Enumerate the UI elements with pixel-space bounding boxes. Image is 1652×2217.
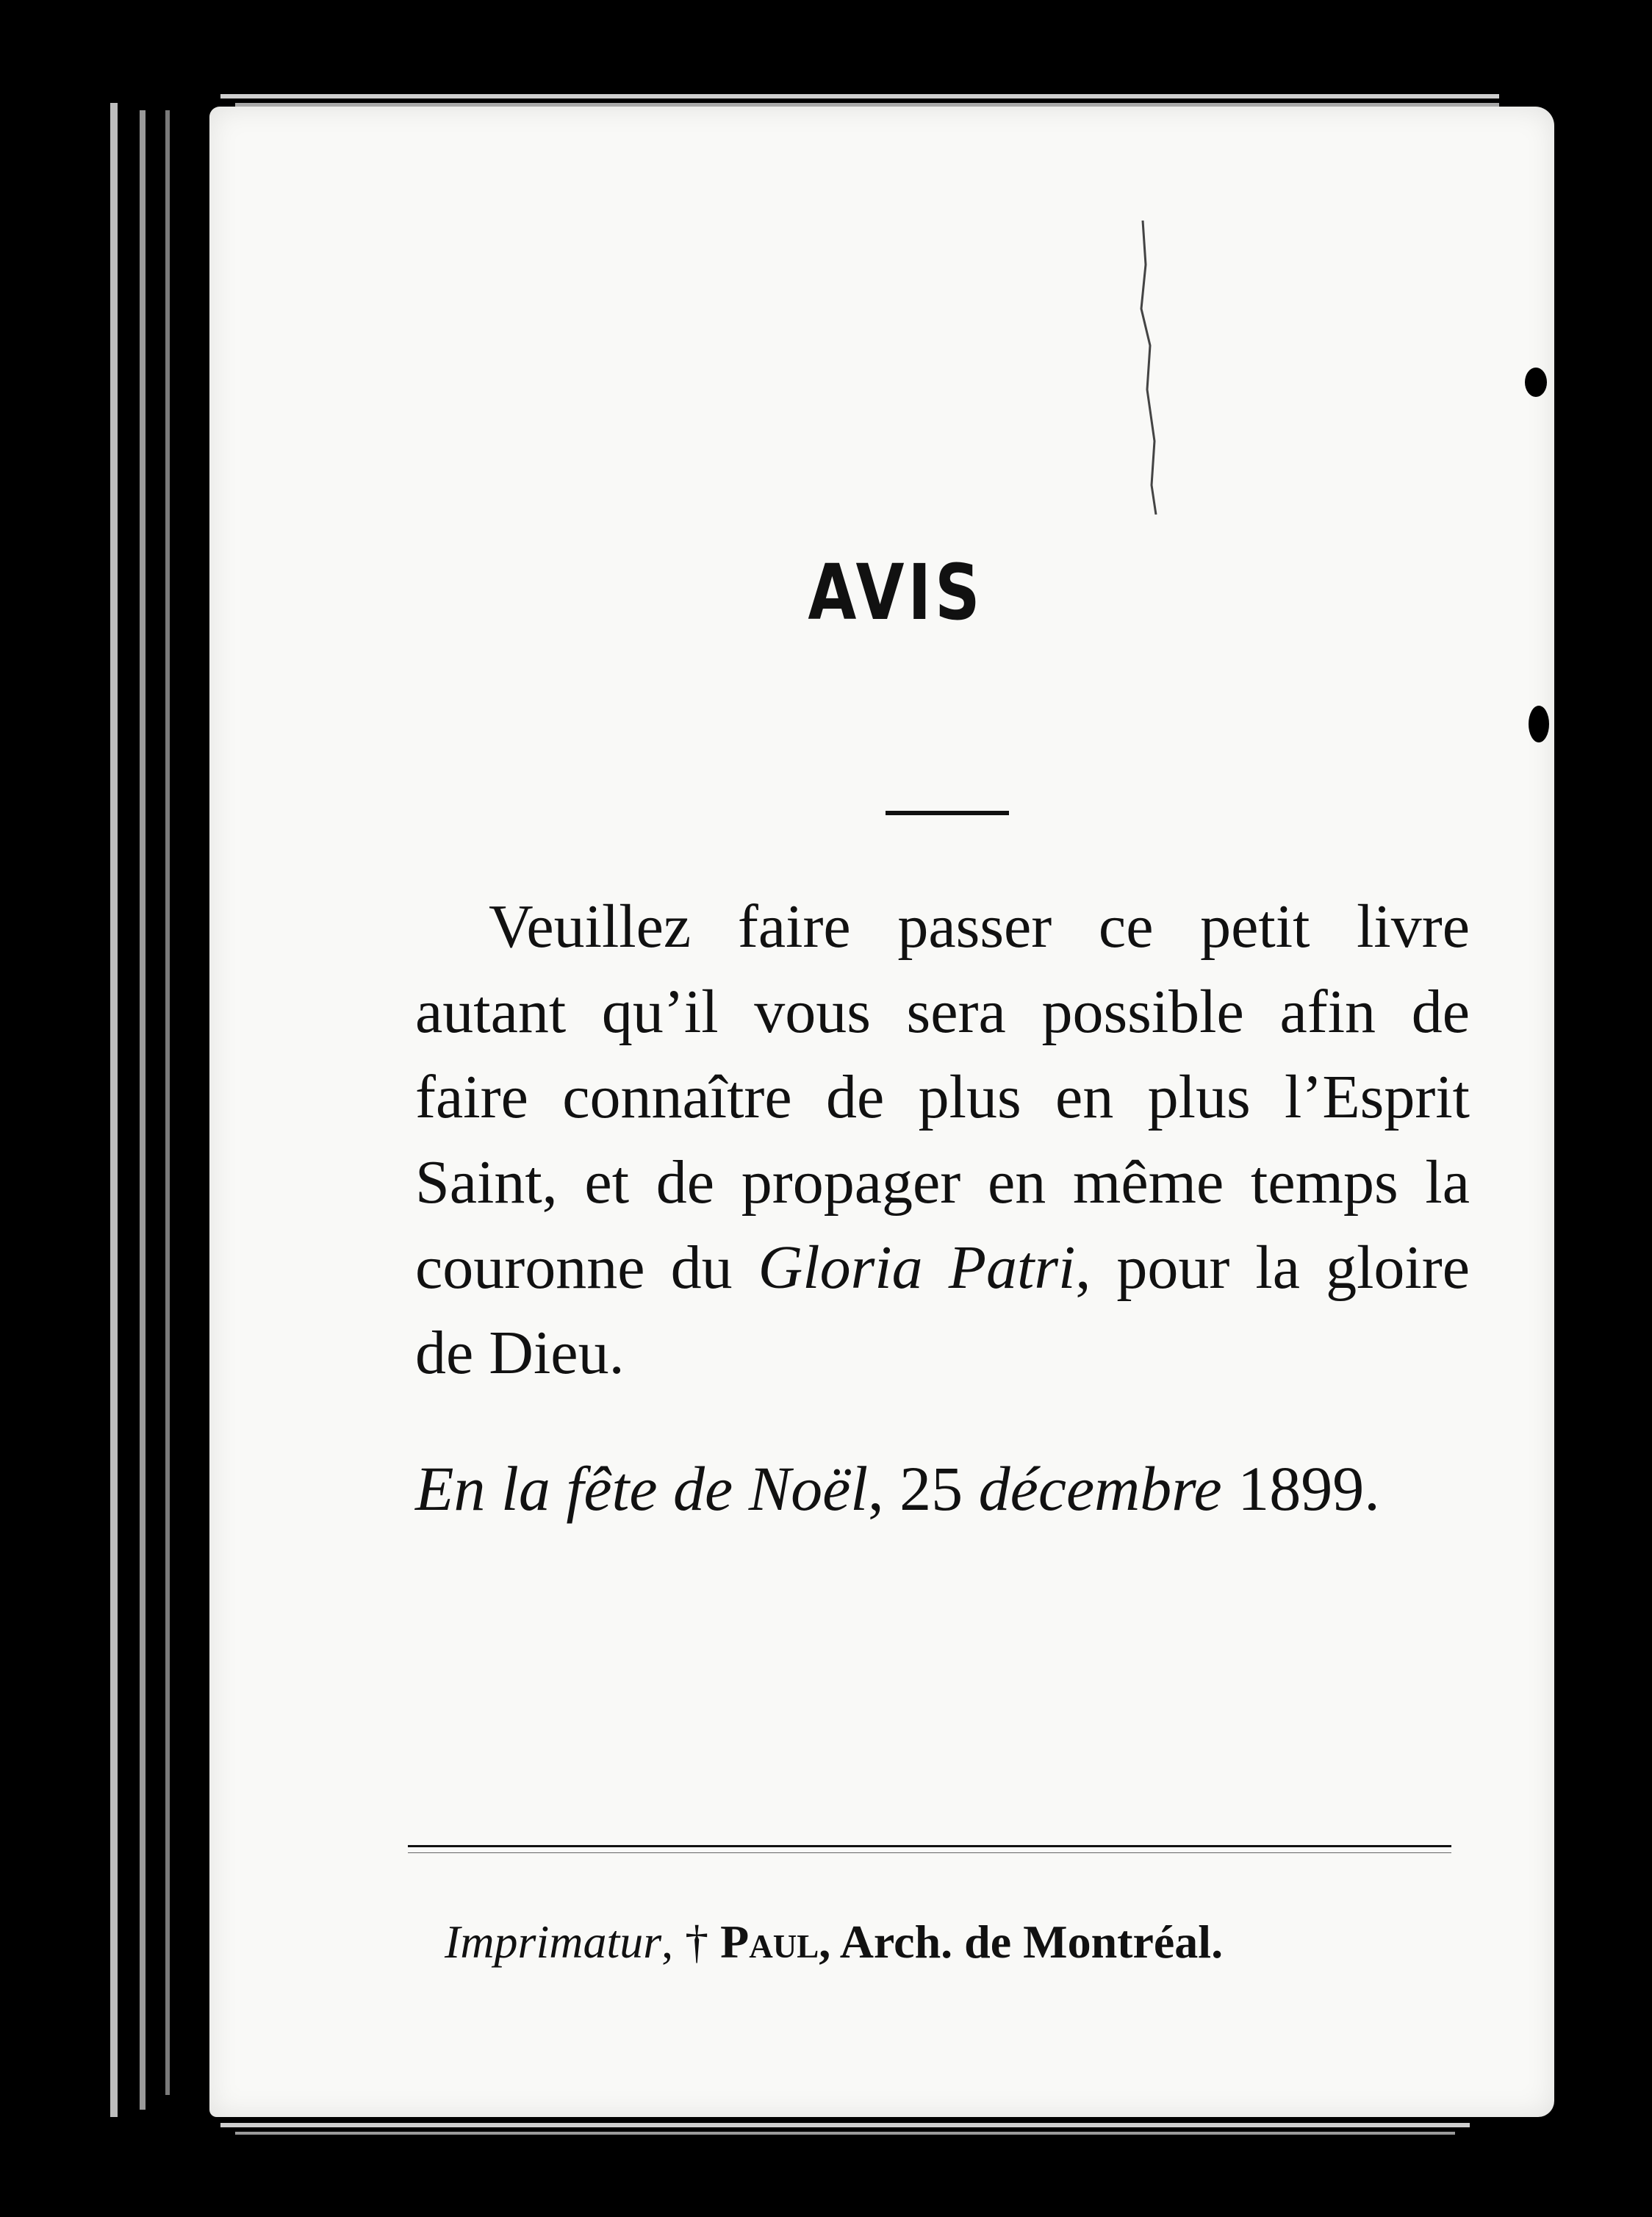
- imprimatur-name: Paul: [720, 1916, 819, 1968]
- footer-divider: [408, 1845, 1451, 1847]
- footer-divider-thin: [408, 1852, 1451, 1853]
- imprimatur-label: Imprimatur: [445, 1916, 662, 1968]
- imprimatur-line: [445, 1915, 1488, 1969]
- imprimatur-separator: , †: [661, 1916, 721, 1968]
- page-edge: [110, 103, 118, 2117]
- date-day: 25: [899, 1453, 963, 1524]
- scan-speck: [70, 750, 107, 779]
- paper-crack: [1137, 221, 1166, 515]
- date-separator: ,: [868, 1453, 900, 1524]
- italic-phrase: Gloria: [758, 1233, 923, 1302]
- page-edge: [220, 94, 1499, 99]
- imprimatur-title: , Arch. de Montréal.: [819, 1916, 1224, 1968]
- scan-speck: [1525, 368, 1547, 397]
- paragraph-line: l’Esprit Saint, et de propager en: [415, 1063, 1470, 1217]
- date-year: 1899.: [1238, 1453, 1380, 1524]
- paragraph-line: de faire connaître de plus en plus: [415, 978, 1470, 1131]
- page-edge: [165, 110, 170, 2095]
- title-divider: [886, 811, 1009, 815]
- book-page: [209, 107, 1554, 2117]
- date-occasion: En la fête de Noël: [415, 1453, 869, 1524]
- paragraph-line: autant qu’il vous sera possible afin: [415, 978, 1376, 1046]
- scan-speck: [1529, 706, 1549, 742]
- page-edge: [235, 2132, 1455, 2135]
- date-month: décembre: [978, 1453, 1222, 1524]
- page-edge: [220, 2123, 1470, 2127]
- page-edge: [140, 110, 146, 2110]
- italic-phrase: Patri: [948, 1233, 1076, 1302]
- paragraph-line: même temps la couronne du: [415, 1148, 1470, 1302]
- notice-paragraph: [415, 884, 1470, 1396]
- date-line: [415, 1452, 1470, 1525]
- paragraph-line: , pour la gloire de Dieu.: [415, 1233, 1470, 1387]
- paragraph-line: Veuillez faire passer ce petit livre: [489, 892, 1470, 961]
- page-title: AVIS: [808, 548, 984, 637]
